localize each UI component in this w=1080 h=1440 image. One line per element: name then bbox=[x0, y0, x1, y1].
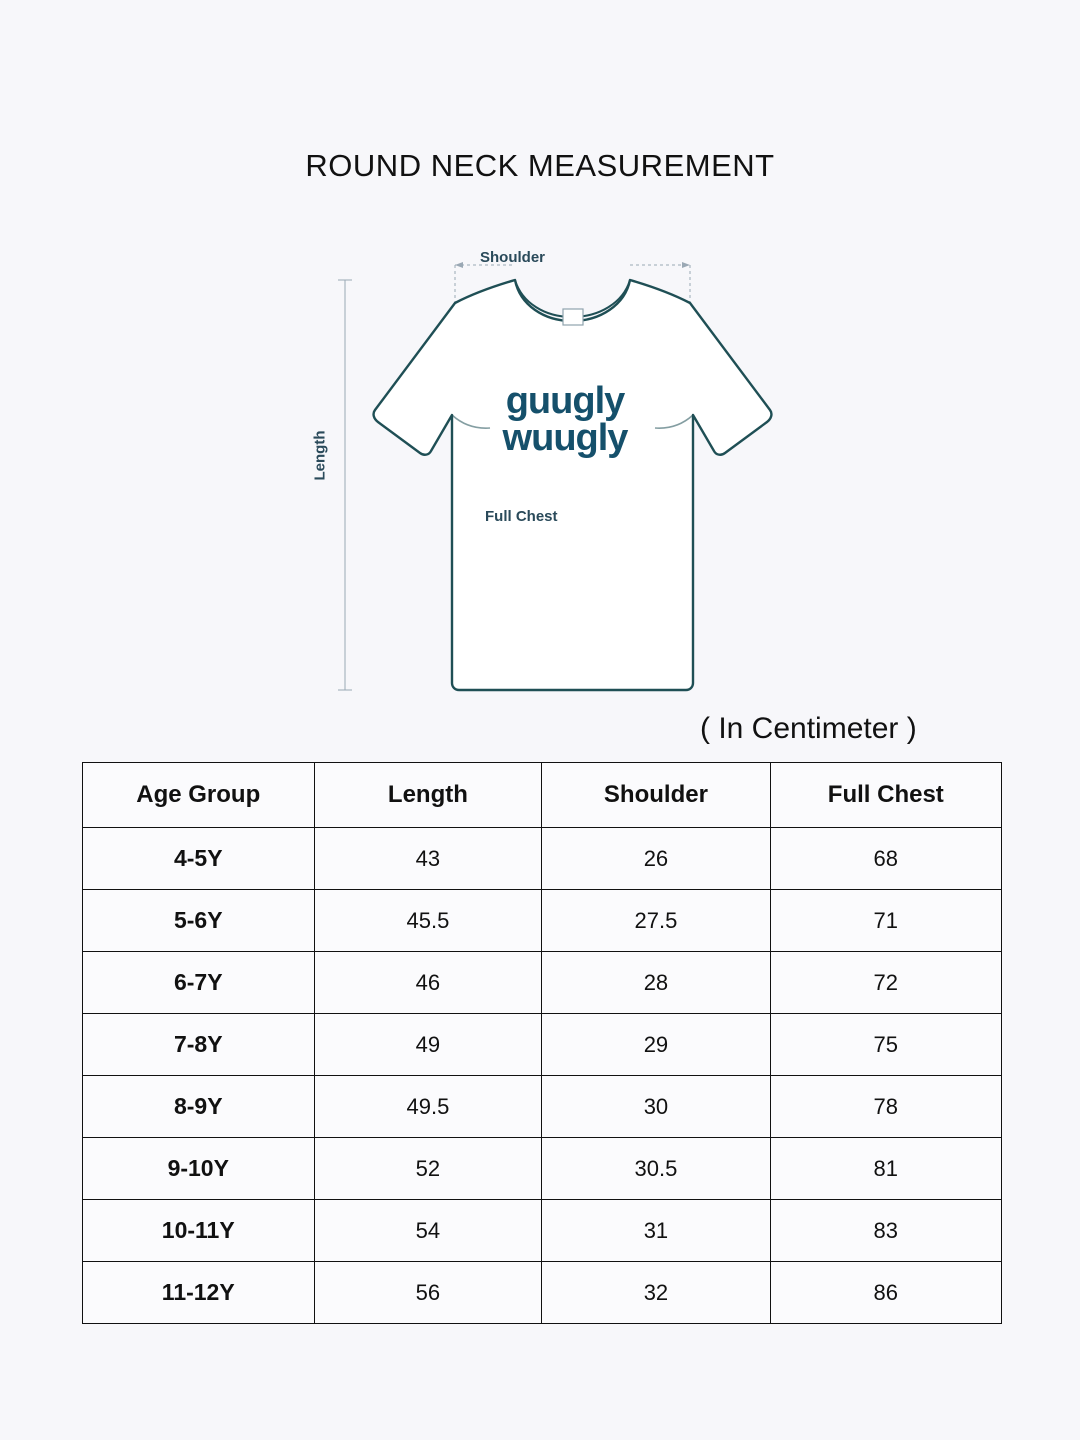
cell-shoulder: 30.5 bbox=[542, 1138, 770, 1200]
table-row bbox=[83, 1076, 1002, 1138]
cell-full-chest: 83 bbox=[770, 1200, 1001, 1262]
cell-length: 43 bbox=[314, 828, 542, 890]
cell-shoulder: 31 bbox=[542, 1200, 770, 1262]
table-row bbox=[83, 1262, 1002, 1324]
cell-age-group: 8-9Y bbox=[83, 1076, 315, 1138]
cell-full-chest: 86 bbox=[770, 1262, 1001, 1324]
cell-shoulder: 27.5 bbox=[542, 890, 770, 952]
cell-length: 52 bbox=[314, 1138, 542, 1200]
unit-note: ( In Centimeter ) bbox=[700, 712, 917, 745]
cell-length: 54 bbox=[314, 1200, 542, 1262]
cell-age-group: 10-11Y bbox=[83, 1200, 315, 1262]
cell-full-chest: 75 bbox=[770, 1014, 1001, 1076]
cell-full-chest: 81 bbox=[770, 1138, 1001, 1200]
cell-length: 45.5 bbox=[314, 890, 542, 952]
column-header-age-group: Age Group bbox=[83, 763, 315, 828]
length-label: Length bbox=[311, 430, 329, 481]
table-header-row bbox=[83, 763, 1002, 828]
cell-age-group: 5-6Y bbox=[83, 890, 315, 952]
cell-full-chest: 71 bbox=[770, 890, 1001, 952]
page-title: ROUND NECK MEASUREMENT bbox=[305, 148, 775, 183]
cell-length: 46 bbox=[314, 952, 542, 1014]
cell-age-group: 6-7Y bbox=[83, 952, 315, 1014]
table-row bbox=[83, 1200, 1002, 1262]
cell-shoulder: 30 bbox=[542, 1076, 770, 1138]
cell-full-chest: 78 bbox=[770, 1076, 1001, 1138]
column-header-length: Length bbox=[314, 763, 542, 828]
cell-full-chest: 68 bbox=[770, 828, 1001, 890]
table-row bbox=[83, 890, 1002, 952]
cell-age-group: 4-5Y bbox=[83, 828, 315, 890]
cell-shoulder: 29 bbox=[542, 1014, 770, 1076]
tshirt-outline-icon bbox=[300, 235, 780, 735]
cell-shoulder: 28 bbox=[542, 952, 770, 1014]
cell-shoulder: 32 bbox=[542, 1262, 770, 1324]
column-header-full-chest: Full Chest bbox=[770, 763, 1001, 828]
shoulder-label: Shoulder bbox=[480, 249, 546, 266]
brand-line-1: guugly bbox=[505, 380, 625, 422]
cell-age-group: 9-10Y bbox=[83, 1138, 315, 1200]
table-row bbox=[83, 952, 1002, 1014]
cell-length: 49 bbox=[314, 1014, 542, 1076]
cell-age-group: 7-8Y bbox=[83, 1014, 315, 1076]
cell-length: 49.5 bbox=[314, 1076, 542, 1138]
table-row bbox=[83, 1138, 1002, 1200]
brand-line-2: wuugly bbox=[502, 417, 628, 460]
cell-age-group: 11-12Y bbox=[83, 1262, 315, 1324]
column-header-shoulder: Shoulder bbox=[542, 763, 770, 828]
cell-full-chest: 72 bbox=[770, 952, 1001, 1014]
size-chart-table bbox=[82, 762, 1002, 1324]
brand-logo bbox=[455, 380, 675, 460]
table-row bbox=[83, 1014, 1002, 1076]
cell-length: 56 bbox=[314, 1262, 542, 1324]
full-chest-label: Full Chest bbox=[485, 508, 558, 525]
cell-shoulder: 26 bbox=[542, 828, 770, 890]
table-row bbox=[83, 828, 1002, 890]
tshirt-diagram bbox=[300, 235, 780, 735]
